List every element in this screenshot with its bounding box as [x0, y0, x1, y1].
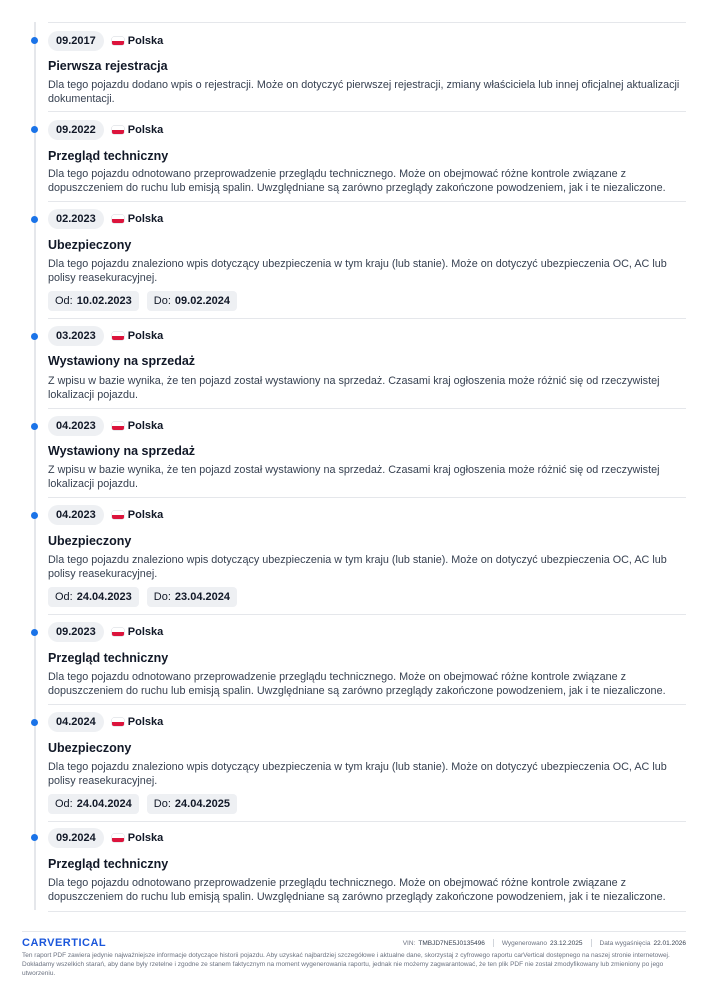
vin-label: VIN: — [402, 939, 416, 947]
date-badge: 09.2022 — [48, 120, 104, 140]
poland-flag-icon — [112, 215, 124, 223]
entry-meta — [48, 120, 163, 140]
entry-title: Wystawiony na sprzedaż — [48, 444, 196, 458]
valid-to-date: 09.02.2024 — [174, 295, 230, 307]
entry-description: Dla tego pojazdu odnotowano przeprowadzenie przeglądu technicznego. Może on obejmować różne kontrole związane z dopuszczeniem do ruchu lub emisją spalin. Uwzględniane są zarówno przeglądy zakończone powodzeniem, jak i te niezaliczone. — [48, 671, 666, 697]
date-badge: 04.2023 — [48, 505, 104, 525]
timeline-entry — [48, 408, 686, 497]
timeline-dot — [31, 126, 38, 133]
entry-title: Ubezpieczony — [48, 741, 132, 755]
info-separator — [493, 939, 494, 947]
timeline-line — [34, 22, 36, 910]
timeline-entry — [48, 111, 686, 201]
poland-flag-icon — [112, 628, 124, 636]
disclaimer-text: Ten raport PDF zawiera jedynie najważniejsze informacje dotyczące historii pojazdu. Aby uzyskać najbardziej szczegółowe i aktualne dane, skorzystaj z cyfrowego raportu carVertical dostępnego na naszej stronie internetowej. Dokładamy wszelkich starań, aby dane były rzetelne i zgodne ze stanem faktycznym na moment wygenerowania raportu, jednak nie możemy zagwarantować, że ten plik PDF nie został zmodyfikowany lub zmieniony po jego utworzeniu. — [22, 952, 670, 977]
date-badge: 02.2023 — [48, 209, 104, 229]
timeline-dot — [31, 37, 38, 44]
valid-from-label: Od: — [55, 798, 73, 810]
poland-flag-icon — [112, 834, 124, 842]
valid-from-chip — [48, 587, 139, 607]
valid-to-chip — [147, 587, 237, 607]
entry-title: Ubezpieczony — [48, 238, 132, 252]
date-badge: 04.2024 — [48, 712, 104, 732]
timeline-entry — [48, 201, 686, 318]
insurance-period — [48, 794, 237, 814]
timeline-dot — [31, 512, 38, 519]
entry-meta — [48, 416, 163, 436]
footer-divider — [22, 931, 686, 932]
country-label: Polska — [127, 213, 164, 225]
timeline-entry — [48, 497, 686, 614]
valid-from-label: Od: — [55, 295, 73, 307]
poland-flag-icon — [112, 718, 124, 726]
entry-description: Dla tego pojazdu znaleziono wpis dotyczący ubezpieczenia w tym kraju (lub stanie). Może on dotyczyć ubezpieczenia OC, AC lub polisy reasekuracyjnej. — [48, 761, 667, 787]
date-badge: 09.2023 — [48, 622, 104, 642]
entry-title: Przegląd techniczny — [48, 149, 169, 163]
date-badge: 09.2024 — [48, 828, 104, 848]
poland-flag-icon — [112, 37, 124, 45]
entry-description: Dla tego pojazdu znaleziono wpis dotyczący ubezpieczenia w tym kraju (lub stanie). Może on dotyczyć ubezpieczenia OC, AC lub polisy reasekuracyjnej. — [48, 258, 667, 284]
vin-value: TMBJD7NE5J0135496 — [418, 939, 485, 947]
country-label: Polska — [127, 716, 164, 728]
timeline-dot — [31, 423, 38, 430]
date-badge: 04.2023 — [48, 416, 104, 436]
date-badge: 09.2017 — [48, 31, 104, 51]
country-label: Polska — [127, 509, 164, 521]
entry-description: Z wpisu w bazie wynika, że ten pojazd został wystawiony na sprzedaż. Czasami kraj ogłoszenia może różnić się od rzeczywistej lokalizacji pojazdu. — [48, 464, 660, 490]
timeline-entry — [48, 318, 686, 408]
entry-meta — [48, 622, 163, 642]
timeline-dot — [31, 719, 38, 726]
info-separator — [591, 939, 592, 947]
country-label: Polska — [127, 420, 164, 432]
entry-meta — [48, 209, 163, 229]
timeline-dot — [31, 629, 38, 636]
valid-from-date: 24.04.2024 — [76, 798, 132, 810]
valid-from-chip — [48, 291, 139, 311]
insurance-period — [48, 587, 237, 607]
expiry-label: Data wygaśnięcia — [599, 939, 651, 947]
entry-meta — [48, 31, 163, 51]
valid-to-label: Do: — [153, 295, 171, 307]
country-label: Polska — [127, 124, 164, 136]
country-label: Polska — [127, 626, 164, 638]
entry-title: Wystawiony na sprzedaż — [48, 354, 196, 368]
poland-flag-icon — [112, 511, 124, 519]
country-label: Polska — [127, 35, 164, 47]
timeline-dot — [31, 333, 38, 340]
timeline-entry — [48, 821, 686, 912]
expiry-date: 22.01.2026 — [653, 939, 686, 947]
entry-meta — [48, 505, 163, 525]
entry-description: Z wpisu w bazie wynika, że ten pojazd został wystawiony na sprzedaż. Czasami kraj ogłoszenia może różnić się od rzeczywistej lokalizacji pojazdu. — [48, 375, 660, 401]
valid-to-label: Do: — [153, 798, 171, 810]
valid-to-chip — [147, 291, 237, 311]
timeline-entry — [48, 704, 686, 821]
valid-to-label: Do: — [153, 591, 171, 603]
entry-title: Pierwsza rejestracja — [48, 59, 168, 73]
entry-title: Ubezpieczony — [48, 534, 132, 548]
valid-from-chip — [48, 794, 139, 814]
entry-meta — [48, 712, 163, 732]
date-badge: 03.2023 — [48, 326, 104, 346]
timeline-dot — [31, 216, 38, 223]
generated-date: 23.12.2025 — [549, 939, 583, 947]
carvertical-logo: CARVERTICAL — [22, 937, 107, 949]
country-label: Polska — [127, 330, 164, 342]
valid-to-date: 24.04.2025 — [174, 798, 230, 810]
country-label: Polska — [127, 832, 164, 844]
valid-from-label: Od: — [55, 591, 73, 603]
entry-description: Dla tego pojazdu znaleziono wpis dotyczący ubezpieczenia w tym kraju (lub stanie). Może on dotyczyć ubezpieczenia OC, AC lub polisy reasekuracyjnej. — [48, 554, 667, 580]
report-info — [403, 939, 686, 947]
entry-title: Przegląd techniczny — [48, 857, 169, 871]
timeline-entry — [48, 22, 686, 111]
poland-flag-icon — [112, 422, 124, 430]
entry-title: Przegląd techniczny — [48, 651, 169, 665]
entry-description: Dla tego pojazdu odnotowano przeprowadzenie przeglądu technicznego. Może on obejmować różne kontrole związane z dopuszczeniem do ruchu lub emisją spalin. Uwzględniane są zarówno przeglądy zakończone powodzeniem, jak i te niezaliczone. — [48, 168, 666, 194]
insurance-period — [48, 291, 237, 311]
timeline-dot — [31, 834, 38, 841]
entry-description: Dla tego pojazdu odnotowano przeprowadzenie przeglądu technicznego. Może on obejmować różne kontrole związane z dopuszczeniem do ruchu lub emisją spalin. Uwzględniane są zarówno przeglądy zakończone powodzeniem, jak i te niezaliczone. — [48, 877, 666, 903]
valid-from-date: 24.04.2023 — [76, 591, 132, 603]
entry-meta — [48, 326, 163, 346]
valid-from-date: 10.02.2023 — [76, 295, 132, 307]
poland-flag-icon — [112, 126, 124, 134]
entry-meta — [48, 828, 163, 848]
poland-flag-icon — [112, 332, 124, 340]
valid-to-chip — [147, 794, 237, 814]
entry-description: Dla tego pojazdu dodano wpis o rejestracji. Może on dotyczyć pierwszej rejestracji, zmiany właściciela lub innej oficjalnej aktualizacji dokumentacji. — [48, 79, 680, 105]
generated-label: Wygenerowano — [501, 939, 547, 947]
timeline-entry — [48, 614, 686, 704]
valid-to-date: 23.04.2024 — [174, 591, 230, 603]
